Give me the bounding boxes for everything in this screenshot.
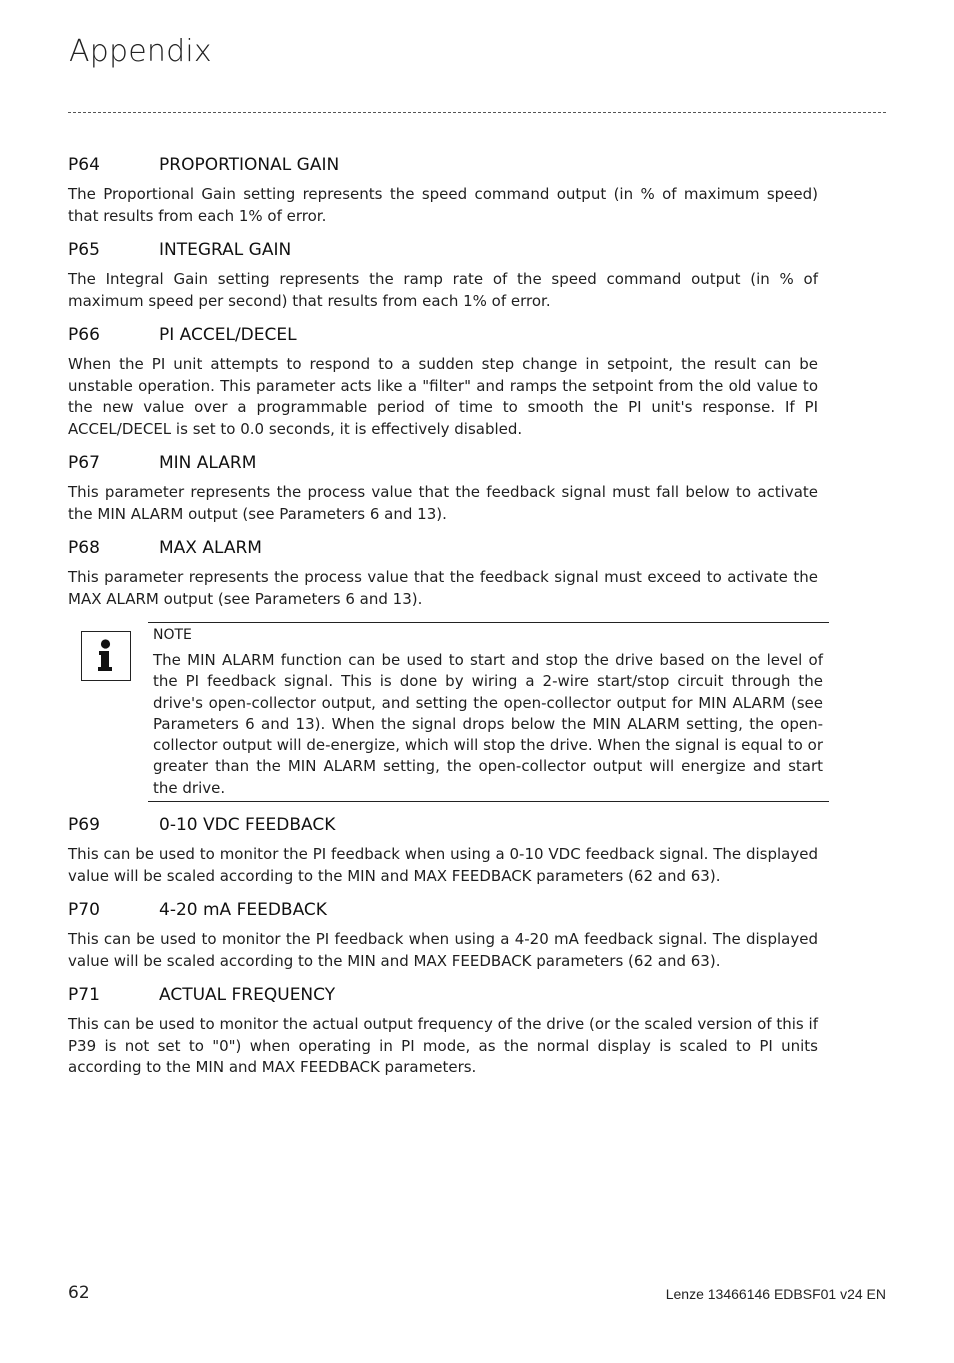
parameter-description: This can be used to monitor the PI feedback when using a 4-20 mA feedback signal. The displayed value will be scaled according to the MIN and MAX FEEDBACK parameters (62 and 63). <box>68 930 818 970</box>
parameter-description: This parameter represents the process value that the feedback signal must fall below to activate the MIN ALARM output (see Parameters 6 and 13). <box>68 483 818 523</box>
parameter-name: INTEGRAL GAIN <box>159 240 292 260</box>
parameter-code: P64 <box>68 155 100 175</box>
parameter-name: PI ACCEL/DECEL <box>159 325 297 345</box>
parameter-p66 <box>68 324 818 440</box>
parameter-code: P71 <box>68 985 100 1006</box>
note-label: NOTE <box>153 627 192 643</box>
parameter-p70 <box>68 899 818 972</box>
header-divider <box>68 112 886 113</box>
parameter-description: This parameter represents the process value that the feedback signal must exceed to activate the MAX ALARM output (see Parameters 6 and 13). <box>68 568 818 608</box>
parameter-code: P69 <box>68 815 100 836</box>
info-icon <box>81 631 131 681</box>
parameter-code: P66 <box>68 325 100 345</box>
main-content <box>68 154 823 1091</box>
parameter-name: MIN ALARM <box>159 453 257 473</box>
parameter-name: ACTUAL FREQUENCY <box>159 985 336 1006</box>
parameter-code: P70 <box>68 900 100 921</box>
parameter-name: 4-20 mA FEEDBACK <box>159 900 327 921</box>
parameter-p67 <box>68 452 818 525</box>
parameter-code: P67 <box>68 453 100 473</box>
parameter-p64 <box>68 154 818 227</box>
parameter-p68 <box>68 537 818 610</box>
parameter-description: This can be used to monitor the PI feedback when using a 0-10 VDC feedback signal. The displayed value will be scaled according to the MIN and MAX FEEDBACK parameters (62 and 63). <box>68 845 818 885</box>
parameter-description: The Proportional Gain setting represents the speed command output (in % of maximum speed) that results from each 1% of error. <box>68 185 818 225</box>
parameter-code: P65 <box>68 240 100 260</box>
parameter-p69 <box>68 814 818 887</box>
document-id: Lenze 13466146 EDBSF01 v24 EN <box>665 1286 886 1302</box>
parameter-p71 <box>68 984 818 1079</box>
parameter-p65 <box>68 239 818 312</box>
parameter-name: 0-10 VDC FEEDBACK <box>159 815 336 836</box>
parameter-code: P68 <box>68 538 100 558</box>
parameter-description: The Integral Gain setting represents the ramp rate of the speed command output (in % of maximum speed per second) that results from each 1% of error. <box>68 270 818 310</box>
parameter-description: This can be used to monitor the actual output frequency of the drive (or the scaled version of this if P39 is not set to "0") when operating in PI mode, as the normal display is scaled to PI units according to the MIN and MAX FEEDBACK parameters. <box>68 1015 818 1077</box>
parameter-description: When the PI unit attempts to respond to a sudden step change in setpoint, the result can be unstable operation. This parameter acts like a "filter" and ramps the setpoint from the old value to the new value over a programmable period of time to smooth the PI unit's response. If PI ACCEL/DECEL is set to 0.0 seconds, it is effectively disabled. <box>68 355 818 438</box>
parameter-name: PROPORTIONAL GAIN <box>159 155 340 175</box>
parameter-name: MAX ALARM <box>159 538 262 558</box>
note-text: The MIN ALARM function can be used to start and stop the drive based on the level of the PI feedback signal. This is done by wiring a 2-wire start/stop circuit through the drive's open-collector output, and setting the open-collector output for MIN ALARM (see Parameters 6 and 13). When the signal drops below the MIN ALARM setting, the open-collector output will de-energize, which will stop the drive. When the signal is equal to or greater than the MIN ALARM setting, the open-collector output will energize and start the drive. <box>153 651 823 797</box>
page-number: 62 <box>68 1283 90 1303</box>
page-title: Appendix <box>69 34 212 69</box>
note-box <box>148 622 829 802</box>
